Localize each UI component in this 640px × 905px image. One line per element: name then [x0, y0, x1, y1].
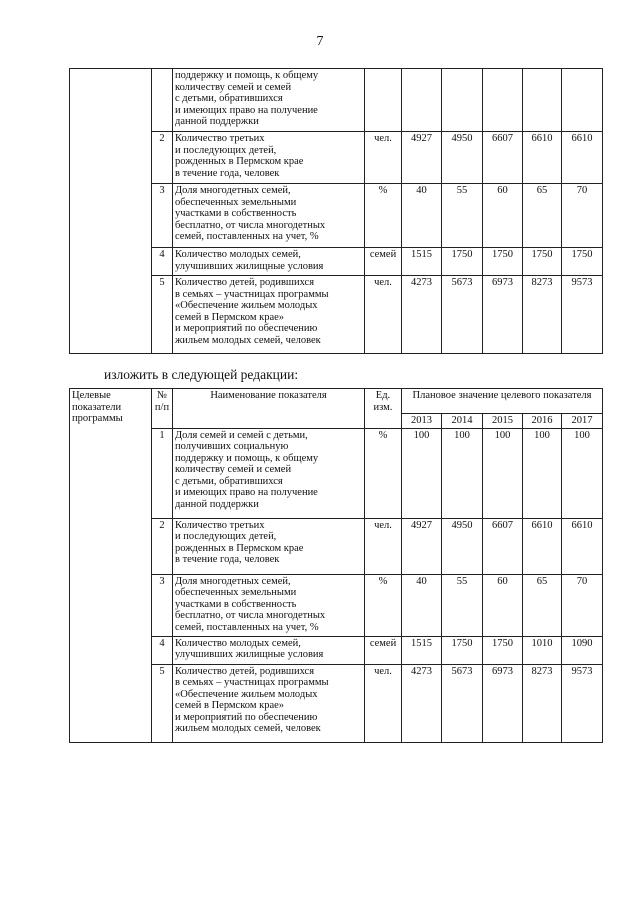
- value-2013: 4273: [402, 664, 442, 742]
- indicator-name: Количество третьих и последующих детей, рожденных в Пермском крае в течение года, человек: [173, 518, 365, 574]
- value-2015: 60: [483, 184, 523, 248]
- indicator-name: Количество молодых семей, улучшивших жилищные условия: [173, 636, 365, 664]
- value-2014: 100: [442, 428, 483, 518]
- value-2016: 1750: [523, 248, 562, 276]
- year-2013: 2013: [402, 414, 442, 429]
- row-number: 5: [152, 276, 173, 354]
- value-2017: 70: [562, 574, 603, 636]
- value-2014: 5673: [442, 664, 483, 742]
- value-2017: 1750: [562, 248, 603, 276]
- row-number: 1: [152, 428, 173, 518]
- old-indicators-table: [69, 68, 603, 354]
- indicator-name: Доля многодетных семей, обеспеченных земельными участками в собственность бесплатно, от числа многодетных семей, поставленных на учет, %: [173, 184, 365, 248]
- indicator-name: поддержку и помощь, к общему количеству семей и семей с детьми, обратившихся и имеющих право на получение данной поддержки: [173, 69, 365, 132]
- value-2017: 70: [562, 184, 603, 248]
- value-2014: 55: [442, 184, 483, 248]
- value-2016: 65: [523, 184, 562, 248]
- row-number: 3: [152, 574, 173, 636]
- row-number: 5: [152, 664, 173, 742]
- value-2015: 6973: [483, 664, 523, 742]
- indicator-name: Доля семей и семей с детьми, получивших социальную поддержку и помощь, к общему количеству семей и семей с детьми, обратившихся и имеющих право на получение данной поддержки: [173, 428, 365, 518]
- unit-cell: чел.: [365, 276, 402, 354]
- value-2014: 55: [442, 574, 483, 636]
- value-2016: 1010: [523, 636, 562, 664]
- value-2013: 1515: [402, 248, 442, 276]
- unit-cell: %: [365, 184, 402, 248]
- value-2016: 100: [523, 428, 562, 518]
- year-2017: 2017: [562, 414, 603, 429]
- value-2016: 8273: [523, 276, 562, 354]
- row-number: 4: [152, 636, 173, 664]
- value-2017: 6610: [562, 518, 603, 574]
- value-2015: 60: [483, 574, 523, 636]
- unit-cell: %: [365, 574, 402, 636]
- year-2014: 2014: [442, 414, 483, 429]
- value-2017: 9573: [562, 664, 603, 742]
- goals-cell: [70, 69, 152, 354]
- unit-cell: %: [365, 428, 402, 518]
- year-2015: 2015: [483, 414, 523, 429]
- row-number: 3: [152, 184, 173, 248]
- table-row: [70, 69, 603, 132]
- name-header: Наименование показателя: [173, 389, 365, 429]
- value-2015: 1750: [483, 248, 523, 276]
- plan-header: Плановое значение целевого показателя: [402, 389, 603, 414]
- header-row: [70, 389, 603, 414]
- unit-cell: семей: [365, 636, 402, 664]
- value-2016: 6610: [523, 518, 562, 574]
- page-number: 7: [316, 34, 324, 49]
- unit-cell: чел.: [365, 518, 402, 574]
- indicator-name: Количество третьих и последующих детей, рожденных в Пермском крае в течение года, человек: [173, 132, 365, 184]
- value-2016: 8273: [523, 664, 562, 742]
- value-2017: 100: [562, 428, 603, 518]
- value-2013: 40: [402, 184, 442, 248]
- value-2017: 9573: [562, 276, 603, 354]
- value-2014: 5673: [442, 276, 483, 354]
- unit-cell: чел.: [365, 132, 402, 184]
- number-header: № п/п: [152, 389, 173, 429]
- indicator-name: Доля многодетных семей, обеспеченных земельными участками в собственность бесплатно, от числа многодетных семей, поставленных на учет, %: [173, 574, 365, 636]
- indicator-name: Количество молодых семей, улучшивших жилищные условия: [173, 248, 365, 276]
- indicator-name: Количество детей, родившихся в семьях – участницах программы «Обеспечение жильем молодых семей в Пермском крае» и мероприятий по обеспечению жильем молодых семей, человек: [173, 664, 365, 742]
- value-2013: 1515: [402, 636, 442, 664]
- value-2016: 65: [523, 574, 562, 636]
- row-number: 2: [152, 518, 173, 574]
- value-2015: 6973: [483, 276, 523, 354]
- unit-header: Ед. изм.: [365, 389, 402, 429]
- year-2016: 2016: [523, 414, 562, 429]
- value-2015: 100: [483, 428, 523, 518]
- value-2014: 1750: [442, 248, 483, 276]
- value-2015: 6607: [483, 518, 523, 574]
- value-2013: 4927: [402, 132, 442, 184]
- value-2013: 4927: [402, 518, 442, 574]
- value-2015: 6607: [483, 132, 523, 184]
- indicator-name: Количество детей, родившихся в семьях – участницах программы «Обеспечение жильем молодых семей в Пермском крае» и мероприятий по обеспечению жильем молодых семей, человек: [173, 276, 365, 354]
- row-number: 2: [152, 132, 173, 184]
- value-2017: 6610: [562, 132, 603, 184]
- goals-header: Целевые показатели программы: [70, 389, 152, 743]
- unit-cell: семей: [365, 248, 402, 276]
- value-2013: 40: [402, 574, 442, 636]
- value-2013: 4273: [402, 276, 442, 354]
- value-2013: 100: [402, 428, 442, 518]
- new-indicators-table: [69, 388, 603, 743]
- amendment-phrase: изложить в следующей редакции:: [104, 367, 299, 382]
- value-2014: 4950: [442, 518, 483, 574]
- value-2014: 1750: [442, 636, 483, 664]
- value-2016: 6610: [523, 132, 562, 184]
- value-2015: 1750: [483, 636, 523, 664]
- value-2014: 4950: [442, 132, 483, 184]
- unit-cell: чел.: [365, 664, 402, 742]
- value-2017: 1090: [562, 636, 603, 664]
- row-number: 4: [152, 248, 173, 276]
